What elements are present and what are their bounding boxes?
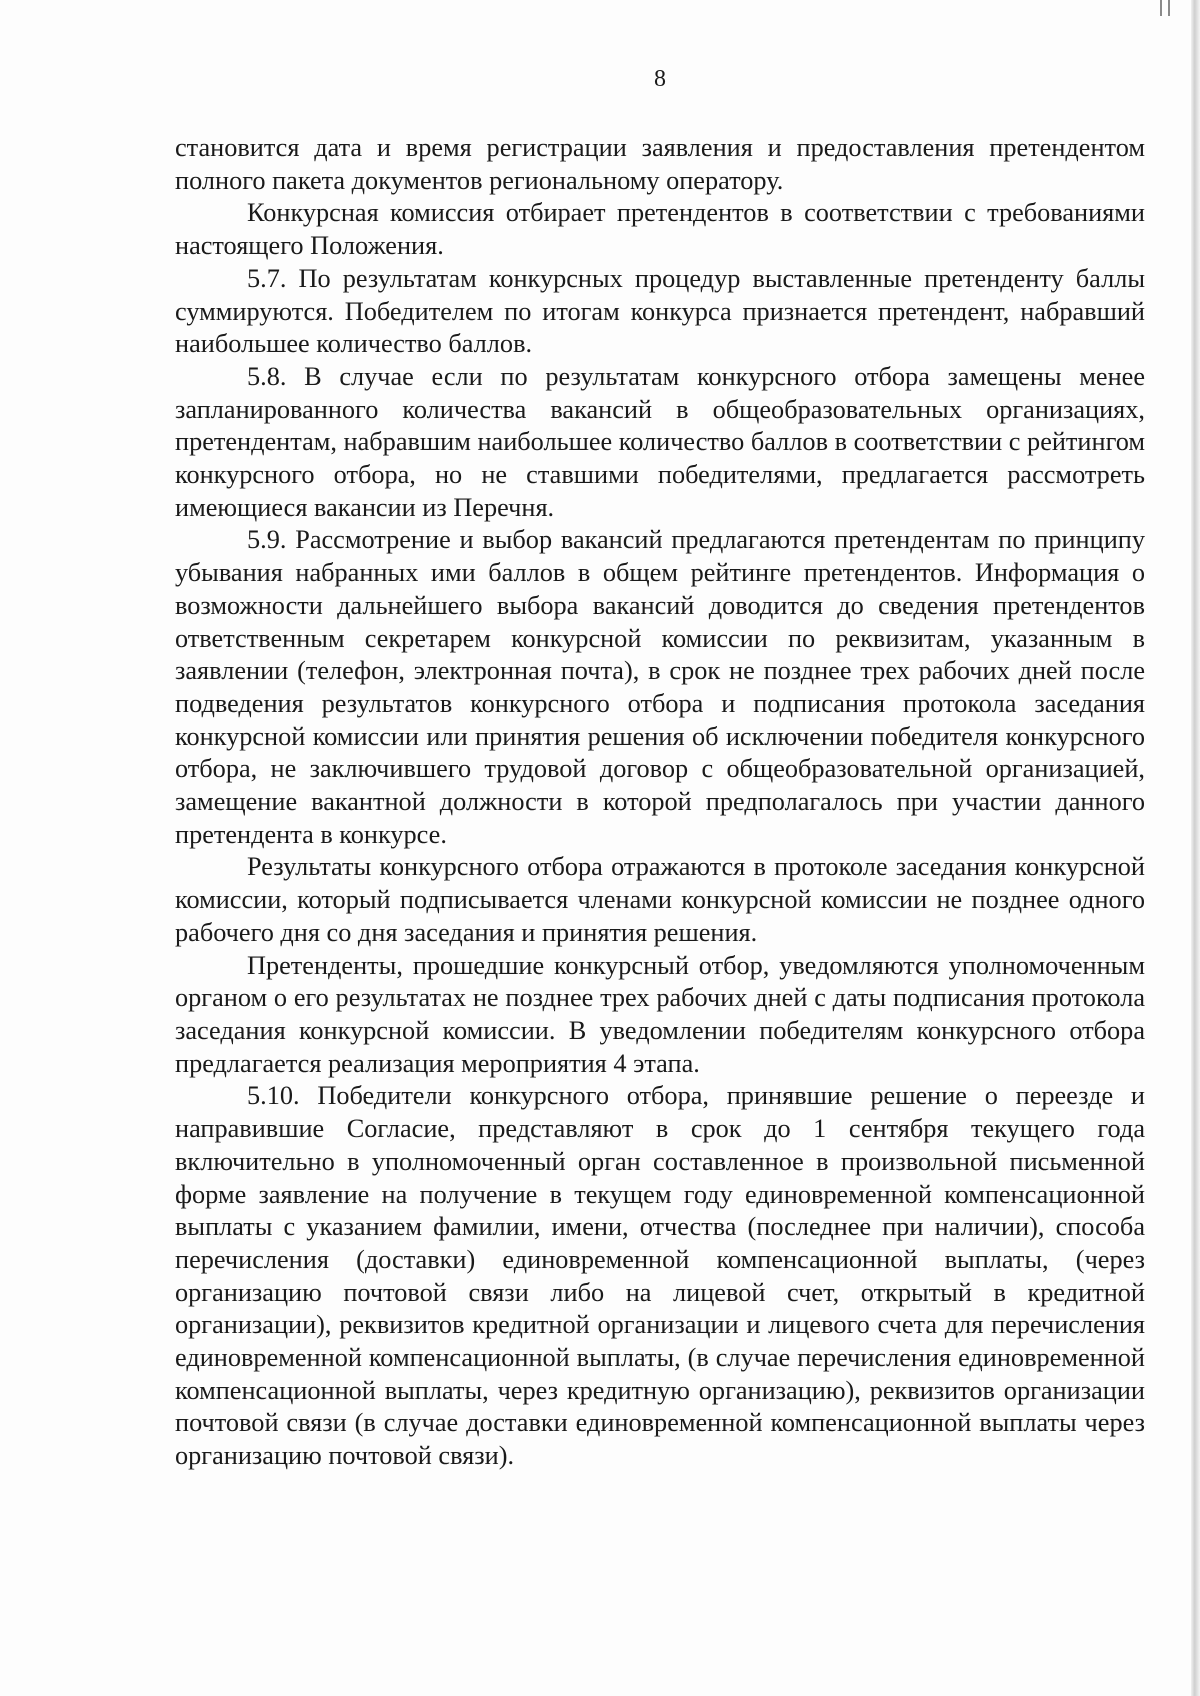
document-body	[175, 132, 1145, 1473]
paragraph: Конкурсная комиссия отбирает претендентов в соответствии с требованиями настоящего Положения.	[175, 198, 1145, 261]
paragraph: 5.8. В случае если по результатам конкурсного отбора замещены менее запланированного количества вакансий в общеобразовательных организациях, претендентам, набравшим наибольшее количество баллов в соответствии с рейтингом конкурсного отбора, но не ставшими победителями, предлагается рассмотреть имеющиеся вакансии из Перечня.	[175, 361, 1145, 522]
paragraph: становится дата и время регистрации заявления и предоставления претендентом полного пакета документов региональному оператору.	[175, 133, 1145, 195]
scan-mark	[1160, 0, 1162, 16]
paragraph: Претенденты, прошедшие конкурсный отбор, уведомляются уполномоченным органом о его результатах не позднее трех рабочих дней с даты подписания протокола заседания конкурсной комиссии. В уведомлении победителям конкурсного отбора предлагается реализация мероприятия 4 этапа.	[175, 950, 1145, 1078]
scan-mark	[1168, 0, 1170, 16]
paragraph: 5.10. Победители конкурсного отбора, принявшие решение о переезде и направившие Согласие, представляют в срок до 1 сентября текущего года включительно в уполномоченный орган составленное в произвольной письменной форме заявление на получение в текущем году единовременной компенсационной выплаты с указанием фамилии, имени, отчества (последнее при наличии), способа перечисления (доставки) единовременной компенсационной выплаты, (через организацию почтовой связи либо на лицевой счет, открытый в кредитной организации), реквизитов кредитной организации и лицевого счета для перечисления единовременной компенсационной выплаты, (в случае перечисления единовременной компенсационной выплаты, через кредитную организацию), реквизитов организации почтовой связи (в случае доставки единовременной компенсационной выплаты через организацию почтовой связи).	[175, 1081, 1145, 1471]
paragraph: 5.7. По результатам конкурсных процедур выставленные претенденту баллы суммируются. Победителем по итогам конкурса признается претендент, набравший наибольшее количество баллов.	[175, 263, 1145, 359]
page-number: 8	[654, 66, 666, 92]
scan-edge	[1191, 0, 1200, 1696]
paragraph: Результаты конкурсного отбора отражаются в протоколе заседания конкурсной комиссии, который подписывается членами конкурсной комиссии не позднее одного рабочего дня со дня заседания и принятия решения.	[175, 852, 1145, 947]
paragraph: 5.9. Рассмотрение и выбор вакансий предлагаются претендентам по принципу убывания набранных ими баллов в общем рейтинге претендентов. Информация о возможности дальнейшего выбора вакансий доводится до сведения претендентов ответственным секретарем конкурсной комиссии по реквизитам, указанным в заявлении (телефон, электронная почта), в срок не позднее трех рабочих дней после подведения результатов конкурсного отбора и подписания протокола заседания конкурсной комиссии или принятия решения об исключении победителя конкурсного отбора, не заключившего трудовой договор с общеобразовательной организацией, замещение вакантной должности в которой предполагалось при участии данного претендента в конкурсе.	[175, 525, 1145, 849]
